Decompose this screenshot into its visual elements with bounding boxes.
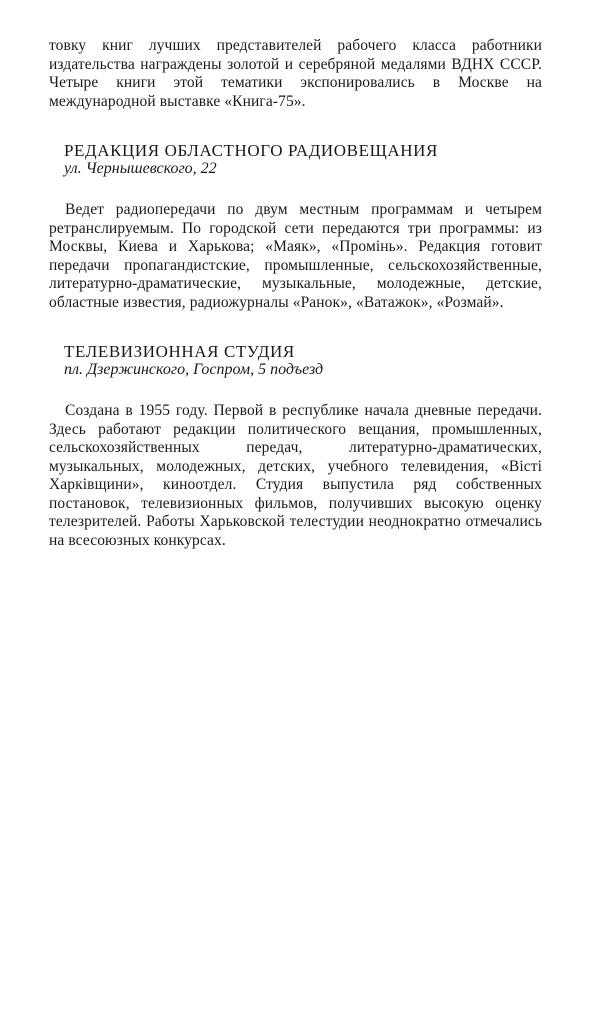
document-page xyxy=(49,37,542,550)
section-paragraph: Создана в 1955 году. Первой в республике начала дневные передачи. Здесь работают редакции политического вещания, промышленных, сельскохозяйственных передач, литературно-драматических, музыкальных, молодежных, детских, учебного телевидения, «Вісті Харківщини», киноотдел. Студия выпустила ряд собственных постановок, телевизионных фильмов, получивших высокую оценку телезрителей. Работы Харьковской телестудии неоднократно отмечались на всесоюзных конкурсах. xyxy=(49,402,542,549)
section-title: РЕДАКЦИЯ ОБЛАСТНОГО РАДИОВЕЩАНИЯ xyxy=(64,141,438,160)
section-address: пл. Дзержинского, Госпром, 5 подъезд xyxy=(64,361,324,378)
section-address: ул. Чернышевского, 22 xyxy=(64,160,217,177)
section-title: ТЕЛЕВИЗИОННАЯ СТУДИЯ xyxy=(64,342,295,361)
section-radio xyxy=(49,141,542,312)
intro-paragraph: товку книг лучших представителей рабочего класса работники издательства награждены золотой и серебряной медалями ВДНХ СССР. Четыре книги этой тематики экспонировались в Москве на международной выставке «Книга-75». xyxy=(49,37,542,110)
section-television xyxy=(49,342,542,550)
section-paragraph: Ведет радиопередачи по двум местным программам и четырем ретранслируемым. По городской сети передаются три программы: из Москвы, Киева и Харькова; «Маяк», «Промінь». Редакция готовит передачи пропагандистские, промышленные, сельскохозяйственные, литературно-драматические, музыкальные, молодежные, детские, областные известия, радиожурналы «Ранок», «Ватажок», «Розмай». xyxy=(49,201,542,311)
